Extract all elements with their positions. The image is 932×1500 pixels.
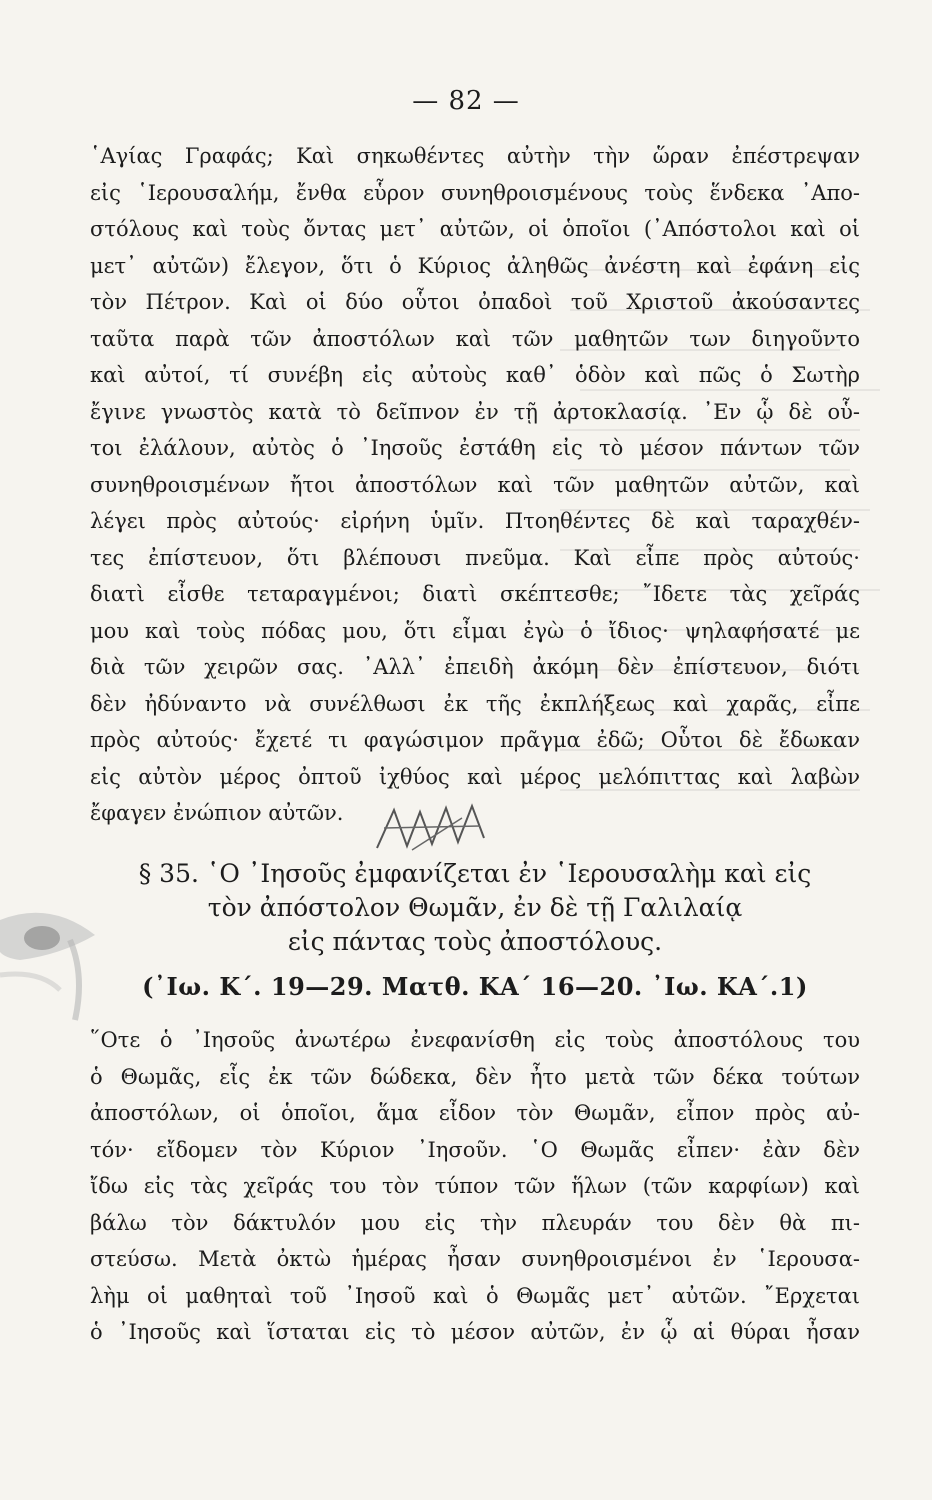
- text-line: ὁ ᾿Ιησοῦς καὶ ἵσταται εἰς τὸ μέσον αὐτῶν, ἐν ᾧ αἱ θύραι ἦσαν: [90, 1320, 860, 1344]
- scripture-reference: (᾿Ιω. Κ΄. 19—29. Ματθ. ΚΑ΄ 16—20. ᾿Ιω. ΚΑ΄.1): [142, 972, 808, 1001]
- text-line: λέγει πρὸς αὐτούς· εἰρήνη ὑμῖν. Πτοηθέντες δὲ καὶ ταραχθέν-: [90, 509, 860, 533]
- heading-line: § 35. ῾Ο ᾿Ιησοῦς ἐμφανίζεται ἐν ῾Ιερουσαλὴμ καὶ εἰς: [138, 859, 812, 888]
- paragraph-two: [90, 1022, 860, 1351]
- text-line: συνηθροισμένων ἤτοι ἀποστόλων καὶ τῶν μαθητῶν αὐτῶν, καὶ: [90, 472, 860, 497]
- text-line: διατὶ εἶσθε τεταραγμένοι; διατὶ σκέπτεσθε; ῎Ιδετε τὰς χεῖράς: [90, 582, 860, 606]
- text-line: ὁ Θωμᾶς, εἷς ἐκ τῶν δώδεκα, δὲν ἦτο μετὰ τῶν δέκα τούτων: [90, 1064, 860, 1089]
- text-line: εἰς ῾Ιερουσαλήμ, ἔνθα εὗρον συνηθροισμένους τοὺς ἕνδεκα ᾿Απο-: [90, 180, 860, 205]
- text-line: ἔφαγεν ἐνώπιον αὐτῶν.: [90, 801, 344, 825]
- text-line: μετ᾿ αὐτῶν) ἔλεγον, ὅτι ὁ Κύριος ἀληθῶς ἀνέστη καὶ ἐφάνη εἰς: [90, 253, 860, 278]
- text-line: τες ἐπίστευον, ὅτι βλέπουσι πνεῦμα. Καὶ εἶπε πρὸς αὐτούς·: [90, 545, 860, 570]
- text-line: τὸν Πέτρον. Καὶ οἱ δύο οὗτοι ὀπαδοὶ τοῦ Χριστοῦ ἀκούσαντες: [90, 290, 860, 314]
- text-line: λὴμ οἱ μαθηταὶ τοῦ ᾿Ιησοῦ καὶ ὁ Θωμᾶς μετ᾿ αὐτῶν. ῎Ερχεται: [90, 1283, 860, 1308]
- paragraph-one: [90, 138, 860, 832]
- text-line: ῞Οτε ὁ ᾿Ιησοῦς ἀνωτέρω ἐνεφανίσθη εἰς τοὺς ἀποστόλους του: [90, 1028, 860, 1052]
- text-line: βάλω τὸν δάκτυλόν μου εἰς τὴν πλευράν του δὲν θὰ πι-: [90, 1210, 860, 1235]
- heading-line: τὸν ἀπόστολον Θωμᾶν, ἐν δὲ τῇ Γαλιλαίᾳ: [207, 893, 743, 922]
- page-number: — 82 —: [412, 86, 520, 116]
- text-line: τόν· εἴδομεν τὸν Κύριον ᾿Ιησοῦν. ῾Ο Θωμᾶς εἶπεν· ἐὰν δὲν: [90, 1137, 860, 1162]
- text-line: ἔγινε γνωστὸς κατὰ τὸ δεῖπνον ἐν τῇ ἀρτοκλασίᾳ. ᾿Εν ᾧ δὲ οὗ-: [90, 399, 860, 424]
- text-line: ἴδω εἰς τὰς χεῖράς του τὸν τύπον τῶν ἥλων (τῶν καρφίων) καὶ: [90, 1174, 860, 1198]
- heading-line: εἰς πάντας τοὺς ἀποστόλους.: [287, 927, 663, 956]
- text-line: τοι ἐλάλουν, αὐτὸς ὁ ᾿Ιησοῦς ἐστάθη εἰς τὸ μέσον πάντων τῶν: [90, 436, 860, 460]
- text-line: διὰ τῶν χειρῶν σας. ᾿Αλλ᾿ ἐπειδὴ ἀκόμη δὲν ἐπίστευον, διότι: [90, 655, 860, 679]
- text-line: πρὸς αὐτούς· ἔχετέ τι φαγώσιμον πρᾶγμα ἐδῶ; Οὗτοι δὲ ἔδωκαν: [90, 728, 860, 752]
- section-heading: [90, 857, 860, 959]
- text-line: ῾Αγίας Γραφάς; Καὶ σηκωθέντες αὐτὴν τὴν ὥραν ἐπέστρεψαν: [90, 144, 860, 168]
- text-line: μου καὶ τοὺς πόδας μου, ὅτι εἶμαι ἐγὼ ὁ ἴδιος· ψηλαφήσατέ με: [90, 618, 860, 643]
- text-line: εἰς αὐτὸν μέρος ὀπτοῦ ἰχθύος καὶ μέρος μελόπιττας καὶ λαβὼν: [90, 764, 860, 789]
- ink-stain-icon: [0, 880, 110, 1030]
- text-line: ἀποστόλων, οἱ ὁποῖοι, ἅμα εἶδον τὸν Θωμᾶν, εἶπον πρὸς αὐ-: [90, 1101, 860, 1125]
- text-line: καὶ αὐτοί, τί συνέβη εἰς αὐτοὺς καθ᾿ ὁδὸν καὶ πῶς ὁ Σωτὴρ: [90, 363, 860, 387]
- text-line: δὲν ἠδύναντο νὰ συνέλθωσι ἐκ τῆς ἐκπλήξεως καὶ χαρᾶς, εἶπε: [90, 691, 860, 716]
- pen-scribble-icon: [372, 798, 492, 858]
- text-line: στόλους καὶ τοὺς ὄντας μετ᾿ αὐτῶν, οἱ ὁποῖοι (᾿Απόστολοι καὶ οἱ: [90, 217, 860, 241]
- text-line: στεύσω. Μετὰ ὀκτὼ ἡμέρας ἦσαν συνηθροισμένοι ἐν ῾Ιερουσα-: [90, 1247, 860, 1271]
- text-line: ταῦτα παρὰ τῶν ἀποστόλων καὶ τῶν μαθητῶν των διηγοῦντο: [90, 326, 860, 351]
